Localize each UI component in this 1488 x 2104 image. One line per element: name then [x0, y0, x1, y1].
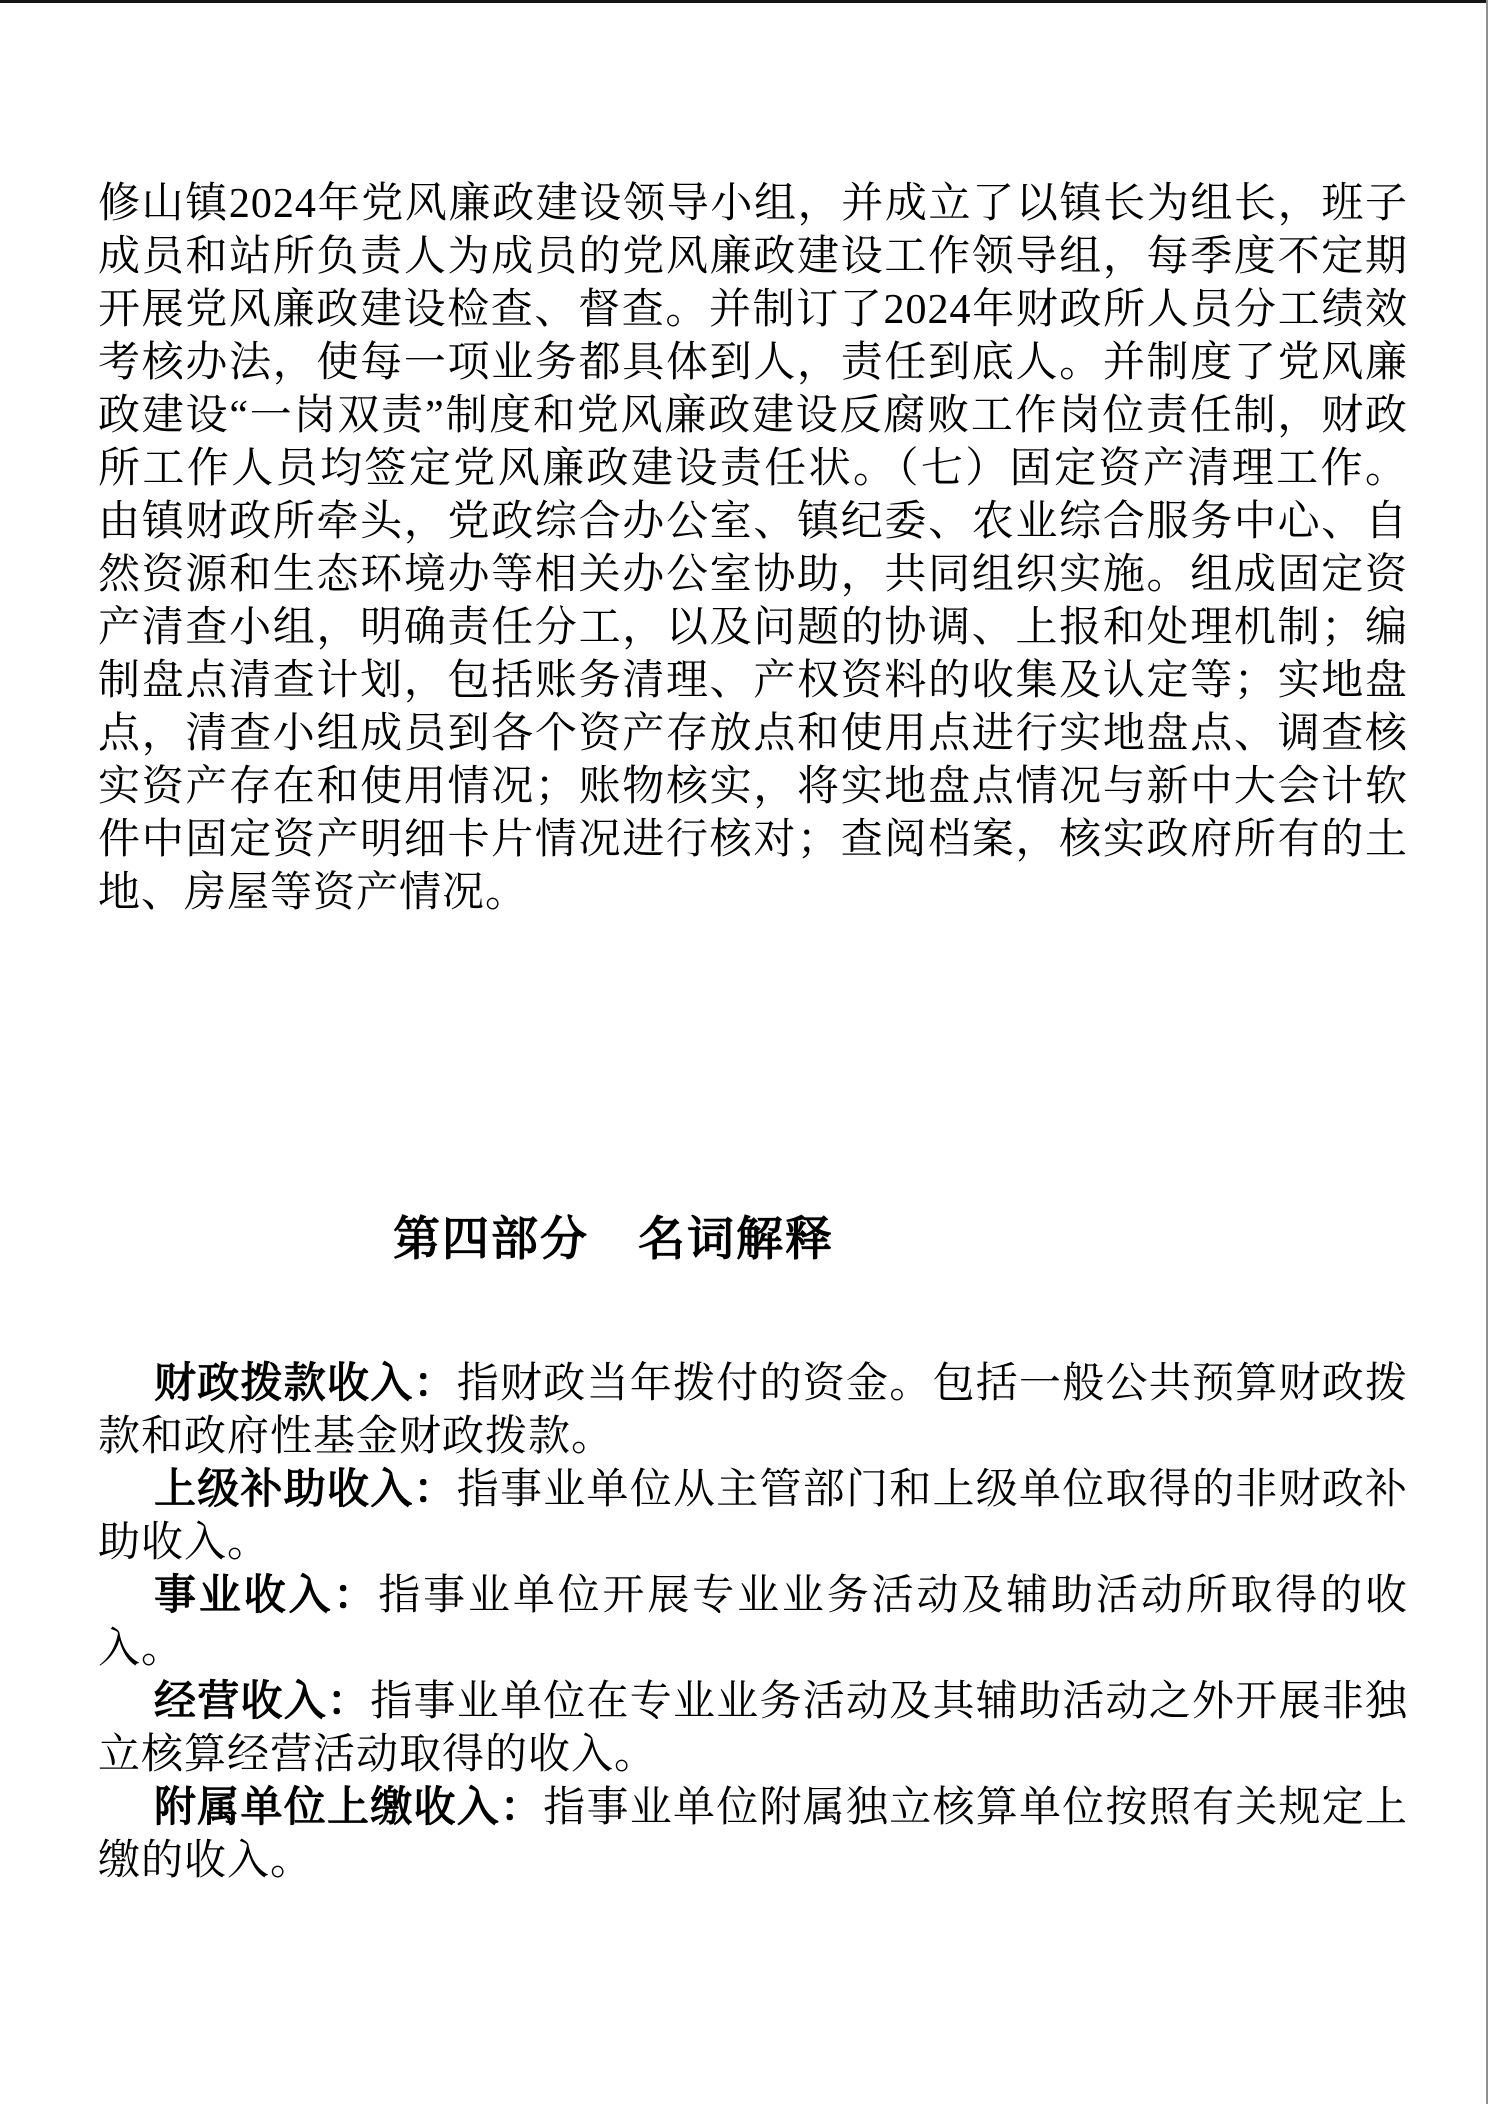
- definition-item: [98, 1464, 1408, 1570]
- definitions-list: [98, 1358, 1408, 1888]
- definition-term: 附属单位上缴收入：: [154, 1785, 544, 1831]
- definition-text: 指事业单位从主管部门和上级单位取得的非财政补助收入。: [98, 1467, 1408, 1566]
- definition-item: [98, 1358, 1408, 1464]
- definition-term: 上级补助收入：: [154, 1467, 457, 1513]
- page-content: [98, 178, 1408, 1888]
- definition-term: 经营收入：: [154, 1679, 371, 1725]
- definition-item: [98, 1676, 1408, 1782]
- definition-term: 财政拨款收入：: [154, 1361, 457, 1407]
- definition-term: 事业收入：: [154, 1573, 379, 1619]
- definition-item: [98, 1570, 1408, 1676]
- definition-text: 指事业单位附属独立核算单位按照有关规定上缴的收入。: [98, 1785, 1408, 1884]
- definition-item: [98, 1782, 1408, 1888]
- page-top-border: [0, 0, 1488, 3]
- definition-text: 指事业单位在专业业务活动及其辅助活动之外开展非独立核算经营活动取得的收入。: [98, 1679, 1408, 1778]
- section-heading: 第四部分 名词解释: [393, 1214, 834, 1266]
- definition-text: 指财政当年拨付的资金。包括一般公共预算财政拨款和政府性基金财政拨款。: [98, 1361, 1408, 1460]
- definition-text: 指事业单位开展专业业务活动及辅助活动所取得的收入。: [98, 1573, 1408, 1672]
- body-paragraph: 修山镇2024年党风廉政建设领导小组，并成立了以镇长为组长，班子成员和站所负责人为成员的党风廉政建设工作领导组，每季度不定期开展党风廉政建设检查、督查。并制订了2024年财政所人员分工绩效考核办法，使每一项业务都具体到人，责任到底人。并制度了党风廉政建设“一岗双责”制度和党风廉政建设反腐败工作岗位责任制，财政所工作人员均签定党风廉政建设责任状。（七）固定资产清理工作。由镇财政所牵头，党政综合办公室、镇纪委、农业综合服务中心、自然资源和生态环境办等相关办公室协助，共同组织实施。组成固定资产清查小组，明确责任分工，以及问题的协调、上报和处理机制；编制盘点清查计划，包括账务清理、产权资料的收集及认定等；实地盘点，清查小组成员到各个资产存放点和使用点进行实地盘点、调查核实资产存在和使用情况；账物核实，将实地盘点情况与新中大会计软件中固定资产明细卡片情况进行核对；查阅档案，核实政府所有的土地、房屋等资产情况。: [98, 181, 1408, 916]
